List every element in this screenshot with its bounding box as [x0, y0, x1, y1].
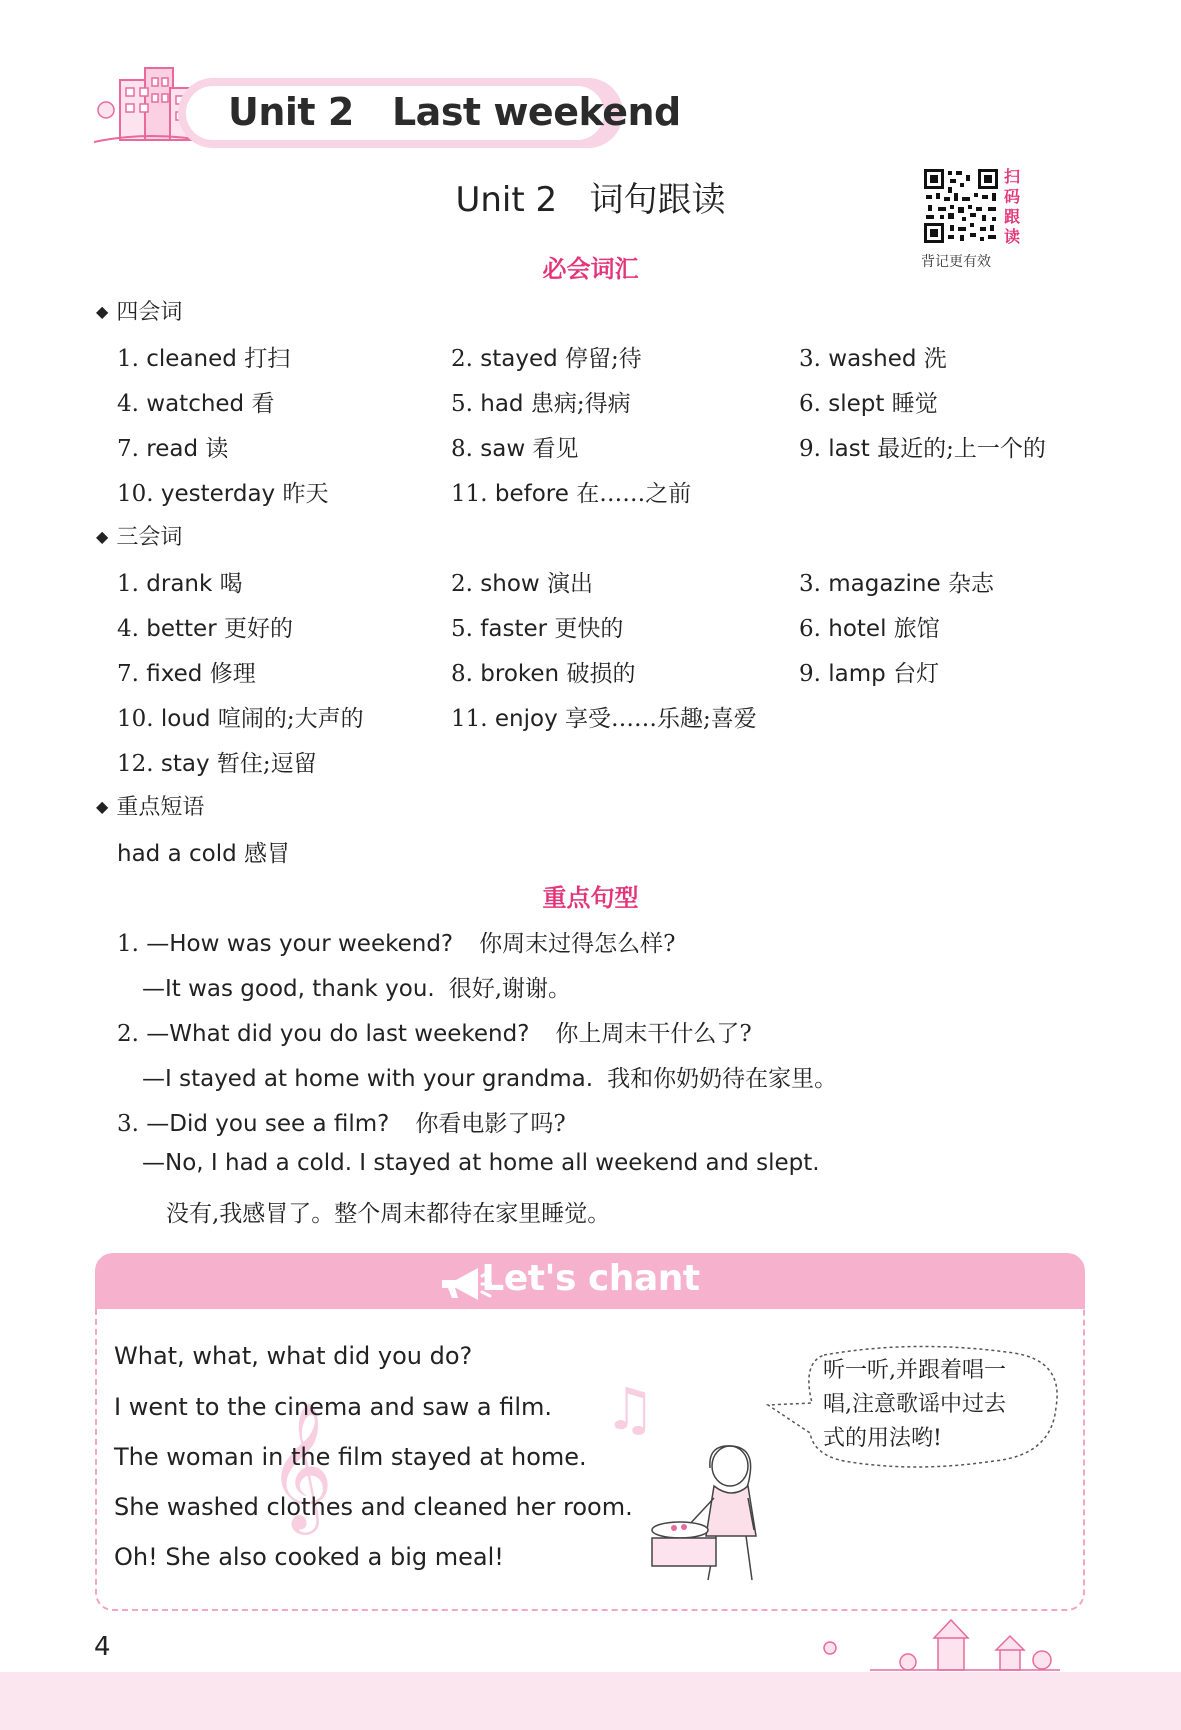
group-heading-key-phrases: ◆ 重点短语	[96, 795, 205, 820]
vocab-item: 2. show 演出	[451, 571, 594, 597]
qr-code-icon	[922, 167, 1000, 245]
vocab-item: 8. broken 破损的	[451, 661, 636, 687]
sentence-translation: 没有,我感冒了。整个周末都待在家里睡觉。	[166, 1201, 611, 1227]
sentence-line: —No, I had a cold. I stayed at home all weekend and slept.	[142, 1150, 820, 1176]
vocab-item: 2. stayed 停留;待	[451, 346, 642, 372]
chant-line: The woman in the film stayed at home.	[114, 1443, 587, 1471]
sentence-line: —I stayed at home with your grandma. 我和你奶奶待在家里。	[142, 1066, 838, 1092]
chant-line: Oh! She also cooked a big meal!	[114, 1543, 504, 1571]
page-heading: Unit 2 词句跟读	[455, 180, 726, 220]
vocab-item: 8. saw 看见	[451, 436, 579, 462]
vocab-item: 5. had 患病;得病	[451, 391, 631, 417]
chant-line: She washed clothes and cleaned her room.	[114, 1493, 633, 1521]
vocab-item: 3. washed 洗	[799, 346, 947, 372]
vocab-item: 10. loud 喧闹的;大声的	[117, 706, 364, 732]
vocab-item: 6. hotel 旅馆	[799, 616, 940, 642]
sentence-line: 2. —What did you do last weekend? 你上周末干什么了?	[117, 1021, 752, 1047]
vocab-item: 1. cleaned 打扫	[117, 346, 291, 372]
vocab-item: 7. read 读	[117, 436, 229, 462]
phrase-item: had a cold 感冒	[117, 841, 291, 867]
vocab-section-title: 必会词汇	[542, 255, 639, 283]
vocab-item: 11. enjoy 享受……乐趣;喜爱	[451, 706, 757, 732]
vocab-item: 11. before 在……之前	[451, 481, 692, 507]
vocab-item: 12. stay 暂住;逗留	[117, 751, 317, 777]
vocab-item: 3. magazine 杂志	[799, 571, 994, 597]
footer-band	[0, 1672, 1181, 1730]
chant-line: What, what, what did you do?	[114, 1342, 473, 1370]
vocab-item: 9. last 最近的;上一个的	[799, 436, 1046, 462]
qr-side-label: 扫 码 跟 读	[1004, 167, 1021, 246]
vocab-item: 5. faster 更快的	[451, 616, 624, 642]
sentences-section-title: 重点句型	[542, 884, 639, 912]
vocab-item: 10. yesterday 昨天	[117, 481, 329, 507]
group-heading-three-skill: ◆ 三会词	[96, 525, 183, 550]
vocab-item: 7. fixed 修理	[117, 661, 256, 687]
sentence-line: —It was good, thank you. 很好,谢谢。	[142, 976, 572, 1002]
woman-cooking-illustration-icon	[644, 1440, 794, 1590]
vocab-item: 9. lamp 台灯	[799, 661, 940, 687]
vocab-item: 1. drank 喝	[117, 571, 243, 597]
vocab-item: 6. slept 睡觉	[799, 391, 938, 417]
sentence-line: 3. —Did you see a film? 你看电影了吗?	[117, 1111, 566, 1137]
music-notes-icon: ♫	[604, 1375, 656, 1443]
sentence-line: 1. —How was your weekend? 你周末过得怎么样?	[117, 931, 676, 957]
vocab-item: 4. watched 看	[117, 391, 275, 417]
chant-title: Let's chant	[481, 1258, 700, 1299]
vocab-item: 4. better 更好的	[117, 616, 293, 642]
unit-title: Unit 2 Last weekend	[228, 90, 681, 134]
page-number: 4	[94, 1632, 111, 1662]
treble-clef-icon: 𝄞	[268, 1401, 334, 1529]
chant-line: I went to the cinema and saw a film.	[114, 1393, 553, 1421]
houses-illustration-icon	[810, 1612, 1070, 1674]
qr-caption: 背记更有效	[921, 254, 991, 270]
speech-bubble-text: 听一听,并跟着唱一 唱,注意歌谣中过去 式的用法哟!	[823, 1358, 1006, 1451]
group-heading-four-skill: ◆ 四会词	[96, 300, 183, 325]
